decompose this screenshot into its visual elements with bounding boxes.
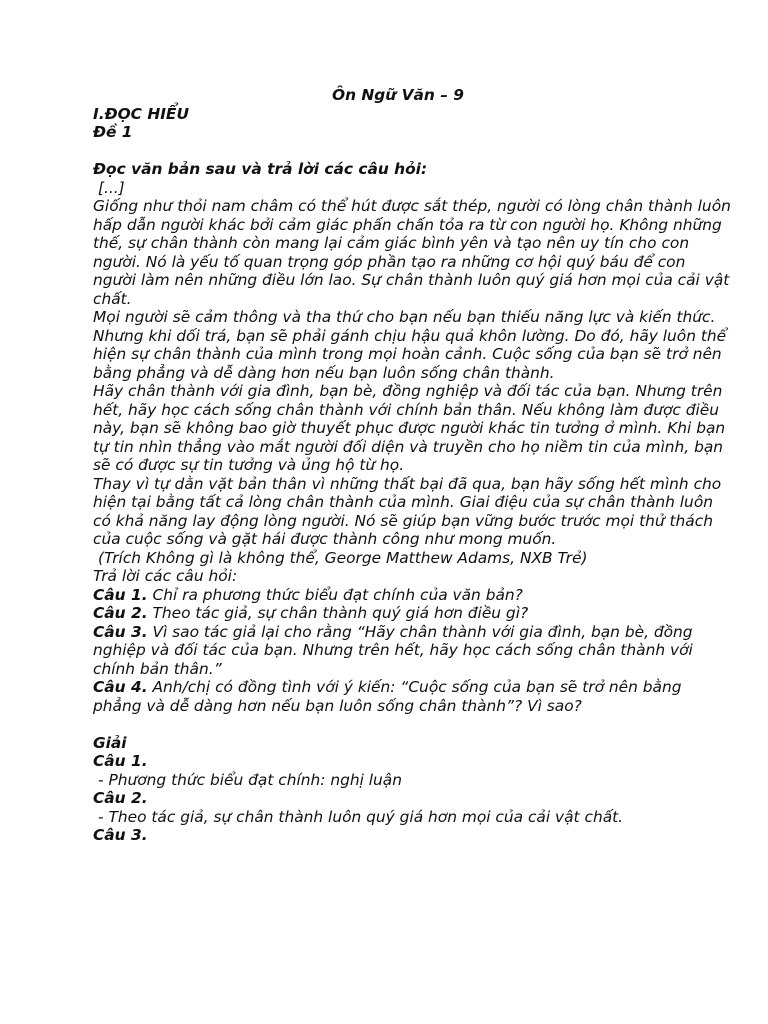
section-heading: I.ĐỌC HIỂU (93, 104, 189, 123)
answer-prompt: Trả lời các câu hỏi: (93, 567, 238, 585)
answer-1-label: Câu 1. (93, 752, 148, 770)
exercise-number: Đề 1 (93, 123, 133, 141)
question-3: Câu 3. Vì sao tác giả lại cho rằng “Hãy chân thành với gia đình, bạn bè, đồng nghiệp và đối tác của bạn. Nhưng trên hết, hãy học cách sống chân thành với chính bản thân.” (93, 622, 693, 678)
passage-paragraph: Thay vì tự dằn vặt bản thân vì những thất bại đã qua, bạn hãy sống hết mình cho hiện tại bằng tất cả lòng chân thành của mình. Giai điệu của sự chân thành luôn có khả năng lay động lòng người. Nó sẽ giúp bạn vững bước trước mọi thử thách của cuộc sống và gặt hái được thành công như mong muốn. (93, 474, 722, 548)
answer-3-label: Câu 3. (93, 826, 148, 844)
passage-paragraph: Giống như thỏi nam châm có thể hút được sắt thép, người có lòng chân thành luôn hấp dẫn người khác bởi cảm giác phấn chấn tỏa ra từ con người họ. Không những thế, sự chân thành còn mang lại cảm giác bình yên và tạo nên uy tín cho con người. Nó là yếu tố quan trọng góp phần tạo ra những cơ hội quý báu để con người làm nên những điều lớn lao. Sự chân thành luôn quý giá hơn mọi của cải vật chất. (93, 197, 731, 308)
passage-paragraph: Mọi người sẽ cảm thông và tha thứ cho bạn nếu bạn thiếu năng lực và kiến thức. Nhưng khi dối trá, bạn sẽ phải gánh chịu hậu quả khôn lường. Do đó, hãy luôn thể hiện sự chân thành của mình trong mọi hoàn cảnh. Cuộc sống của bạn sẽ trở nên bằng phẳng và dễ dàng hơn nếu bạn luôn sống chân thành. (93, 308, 727, 382)
question-2: Câu 2. Theo tác giả, sự chân thành quý giá hơn điều gì? (93, 604, 529, 622)
question-1: Câu 1. Chỉ ra phương thức biểu đạt chính của văn bản? (93, 585, 523, 604)
passage-paragraph: Hãy chân thành với gia đình, bạn bè, đồng nghiệp và đối tác của bạn. Nhưng trên hết, hãy học cách sống chân thành với chính bản thân. Nếu không làm được điều này, bạn sẽ không bao giờ thuyết phục được người khác tin tưởng ở mình. Khi bạn tự tin nhìn thẳng vào mắt người đối diện và truyền cho họ niềm tin của mình, bạn sẽ có được sự tin tưởng và ủng hộ từ họ. (93, 382, 726, 474)
instruction: Đọc văn bản sau và trả lời các câu hỏi: (93, 160, 428, 178)
answer-2-text: - Theo tác giả, sự chân thành luôn quý giá hơn mọi của cải vật chất. (98, 807, 624, 826)
answer-1-text: - Phương thức biểu đạt chính: nghị luận (98, 770, 402, 789)
solution-heading: Giải (93, 733, 127, 752)
source-citation: (Trích Không gì là không thể, George Matthew Adams, NXB Trẻ) (98, 548, 588, 567)
ellipsis-marker: [...] (98, 178, 125, 197)
document-page (93, 86, 733, 845)
document-title: Ôn Ngữ Văn – 9 (332, 86, 464, 104)
question-4: Câu 4. Anh/chị có đồng tình với ý kiến: “Cuộc sống của bạn sẽ trở nên bằng phẳng và dễ dàng hơn nếu bạn luôn sống chân thành”? Vì sao? (93, 678, 682, 715)
answer-2-label: Câu 2. (93, 789, 148, 807)
